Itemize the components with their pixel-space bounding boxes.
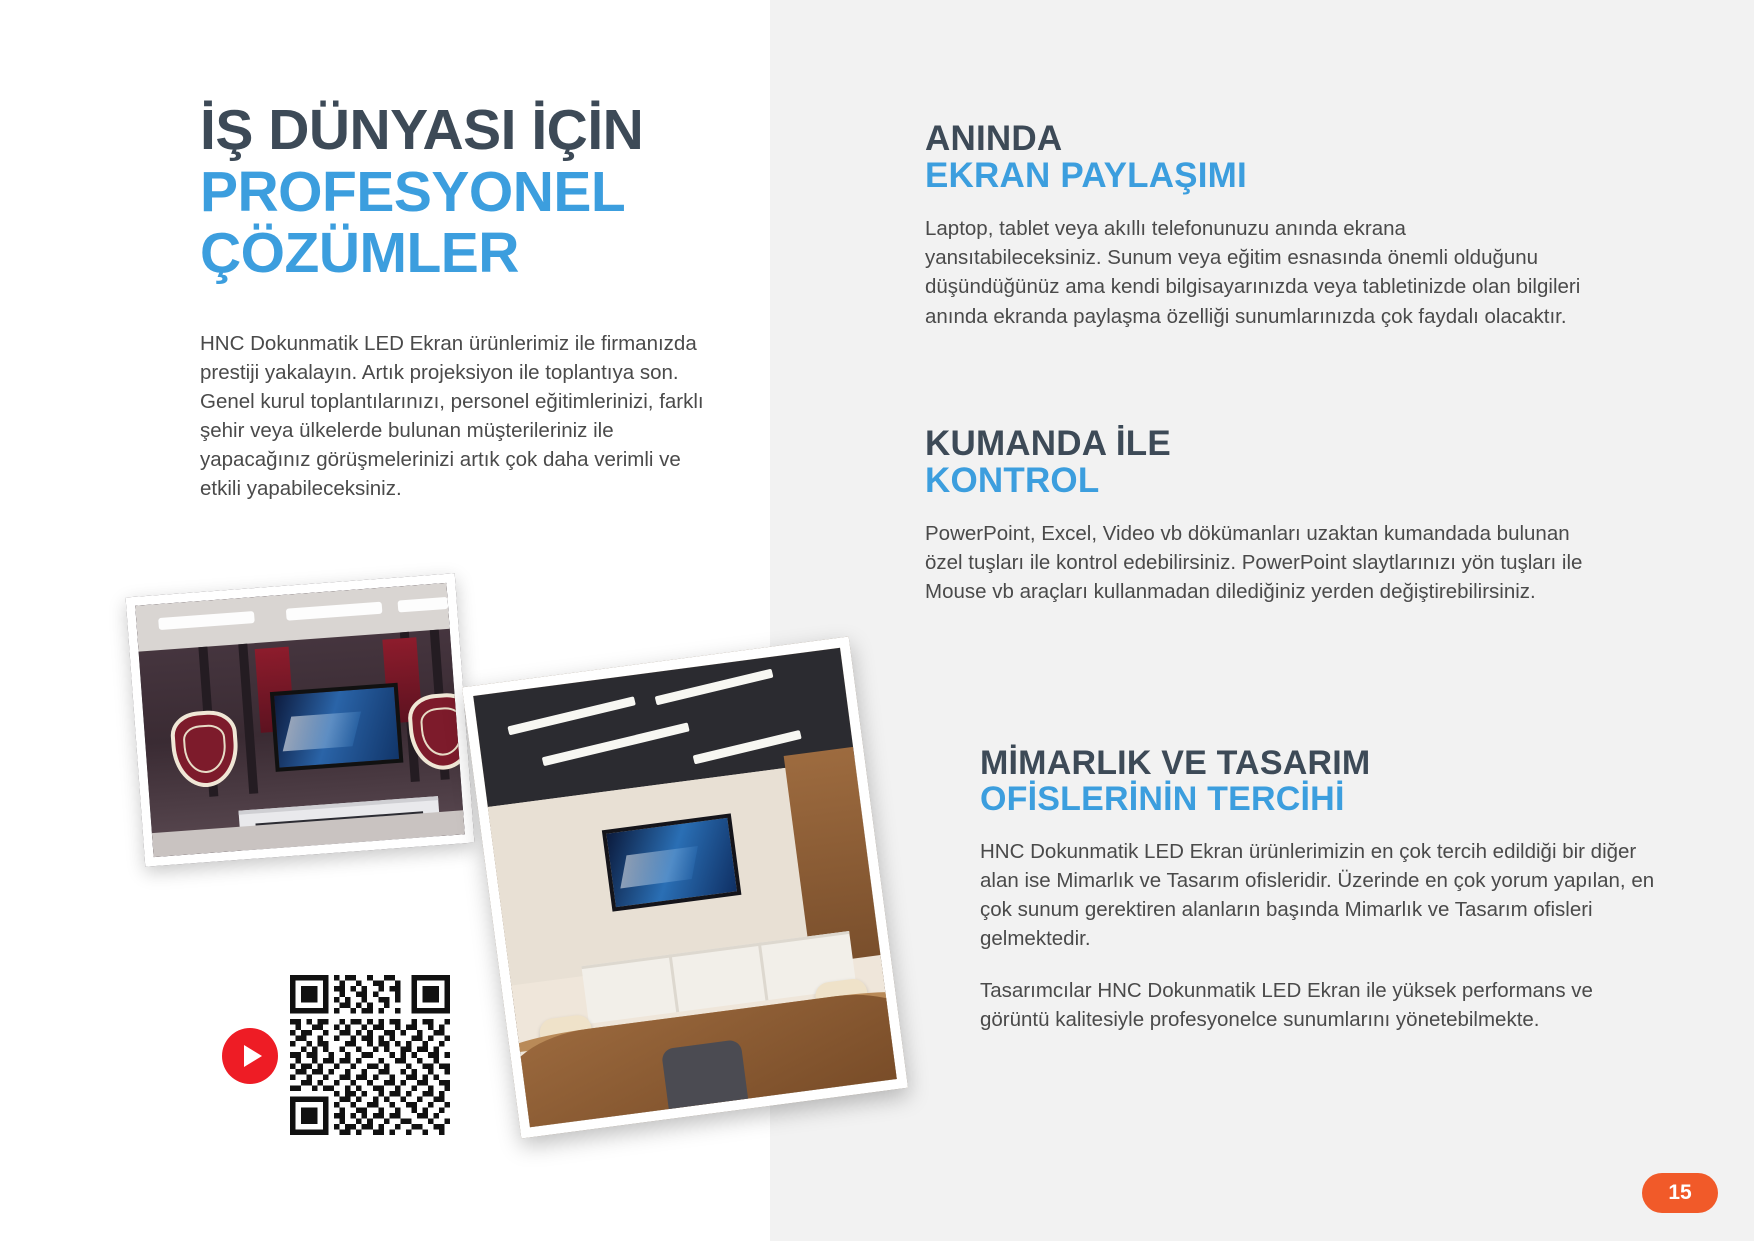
section-3-body <box>980 837 1660 1034</box>
section-1-body <box>925 214 1585 330</box>
intro-paragraph: HNC Dokunmatik LED Ekran ürünlerimiz ile firmanızda prestiji yakalayın. Artık projeksiyon ile toplantıya son. Genel kurul toplantılarınızı, personel eğitimlerinizi, farklı şehir veya ülkelerde bulunan müşterileriniz ile yapacağınız görüşmelerinizi artık çok daha verimli ve etkili yapabileceksiniz. <box>200 331 704 501</box>
qr-code[interactable] <box>290 975 450 1135</box>
section-1-paragraph-1: Laptop, tablet veya akıllı telefonunuzu anında ekrana yansıtabileceksiniz. Sunum veya eğitim esnasında önemli olduğunu düşündüğünüz ama kendi bilgisayarınızda veya tabletinizde olan bilgileri anında ekranda paylaşma özelliği sunumlarınızda çok faydalı olacaktır. <box>925 217 1581 328</box>
play-video-button[interactable] <box>222 1028 278 1084</box>
play-icon <box>244 1045 262 1067</box>
section-1-title-line-1: ANINDA <box>925 119 1063 158</box>
section-3-paragraph-2: Tasarımcılar HNC Dokunmatik LED Ekran ile yüksek performans ve görüntü kalitesiyle profesyonelce sunumlarını yönetebilmekte. <box>980 978 1593 1031</box>
section-instant-screen-sharing <box>925 120 1585 331</box>
photo1-led-screen <box>270 683 404 772</box>
photo2-led-screen <box>602 813 742 911</box>
page-number-badge: 15 <box>1642 1173 1718 1213</box>
section-2-body <box>925 519 1585 606</box>
photo1-screen-glow <box>283 712 361 752</box>
photo1-crest-inner <box>420 706 465 757</box>
photo-led-screen-hall <box>126 573 475 866</box>
section-2-title <box>925 425 1585 499</box>
page-title-line-1: İŞ DÜNYASI İÇİN <box>200 98 644 162</box>
section-3-title-line-1: MİMARLIK VE TASARIM <box>980 744 1371 782</box>
page-title-line-2: PROFESYONEL <box>200 159 626 224</box>
section-2-title-line-2: KONTROL <box>925 461 1100 501</box>
section-3-title <box>980 745 1660 817</box>
page-title-line-3: ÇÖZÜMLER <box>200 221 519 286</box>
section-2-title-line-1: KUMANDA İLE <box>925 424 1171 463</box>
left-column <box>200 100 730 503</box>
section-3-title-line-2: OFİSLERİNİN TERCİHİ <box>980 780 1345 819</box>
section-architecture-design <box>980 745 1660 1034</box>
section-2-paragraph-1: PowerPoint, Excel, Video vb dökümanları uzaktan kumandada bulunan özel tuşları ile kontrol edebilirsiniz. PowerPoint slaytlarınızı yön tuşları ile Mouse vb araçları kullanmadan dilediğiniz yerden değiştirebilirsiniz. <box>925 522 1583 604</box>
section-remote-control <box>925 425 1585 607</box>
section-1-title-line-2: EKRAN PAYLAŞIMI <box>925 156 1247 196</box>
photo-meeting-room <box>462 636 908 1138</box>
section-1-title <box>925 120 1585 194</box>
page-title <box>200 100 730 285</box>
section-3-paragraph-1: HNC Dokunmatik LED Ekran ürünlerimizin en çok tercih edildiği bir diğer alan ise Mimarlık ve Tasarım ofisleridir. Üzerinde en çok yorum yapılan, en çok sunum gerektiren alanların başında Mimarlık ve Tasarım ofisleri gelmektedir. <box>980 840 1655 951</box>
photo1-crest-inner <box>182 724 227 775</box>
photo2-screen-glow <box>620 846 698 888</box>
qr-code-icon <box>290 975 450 1135</box>
